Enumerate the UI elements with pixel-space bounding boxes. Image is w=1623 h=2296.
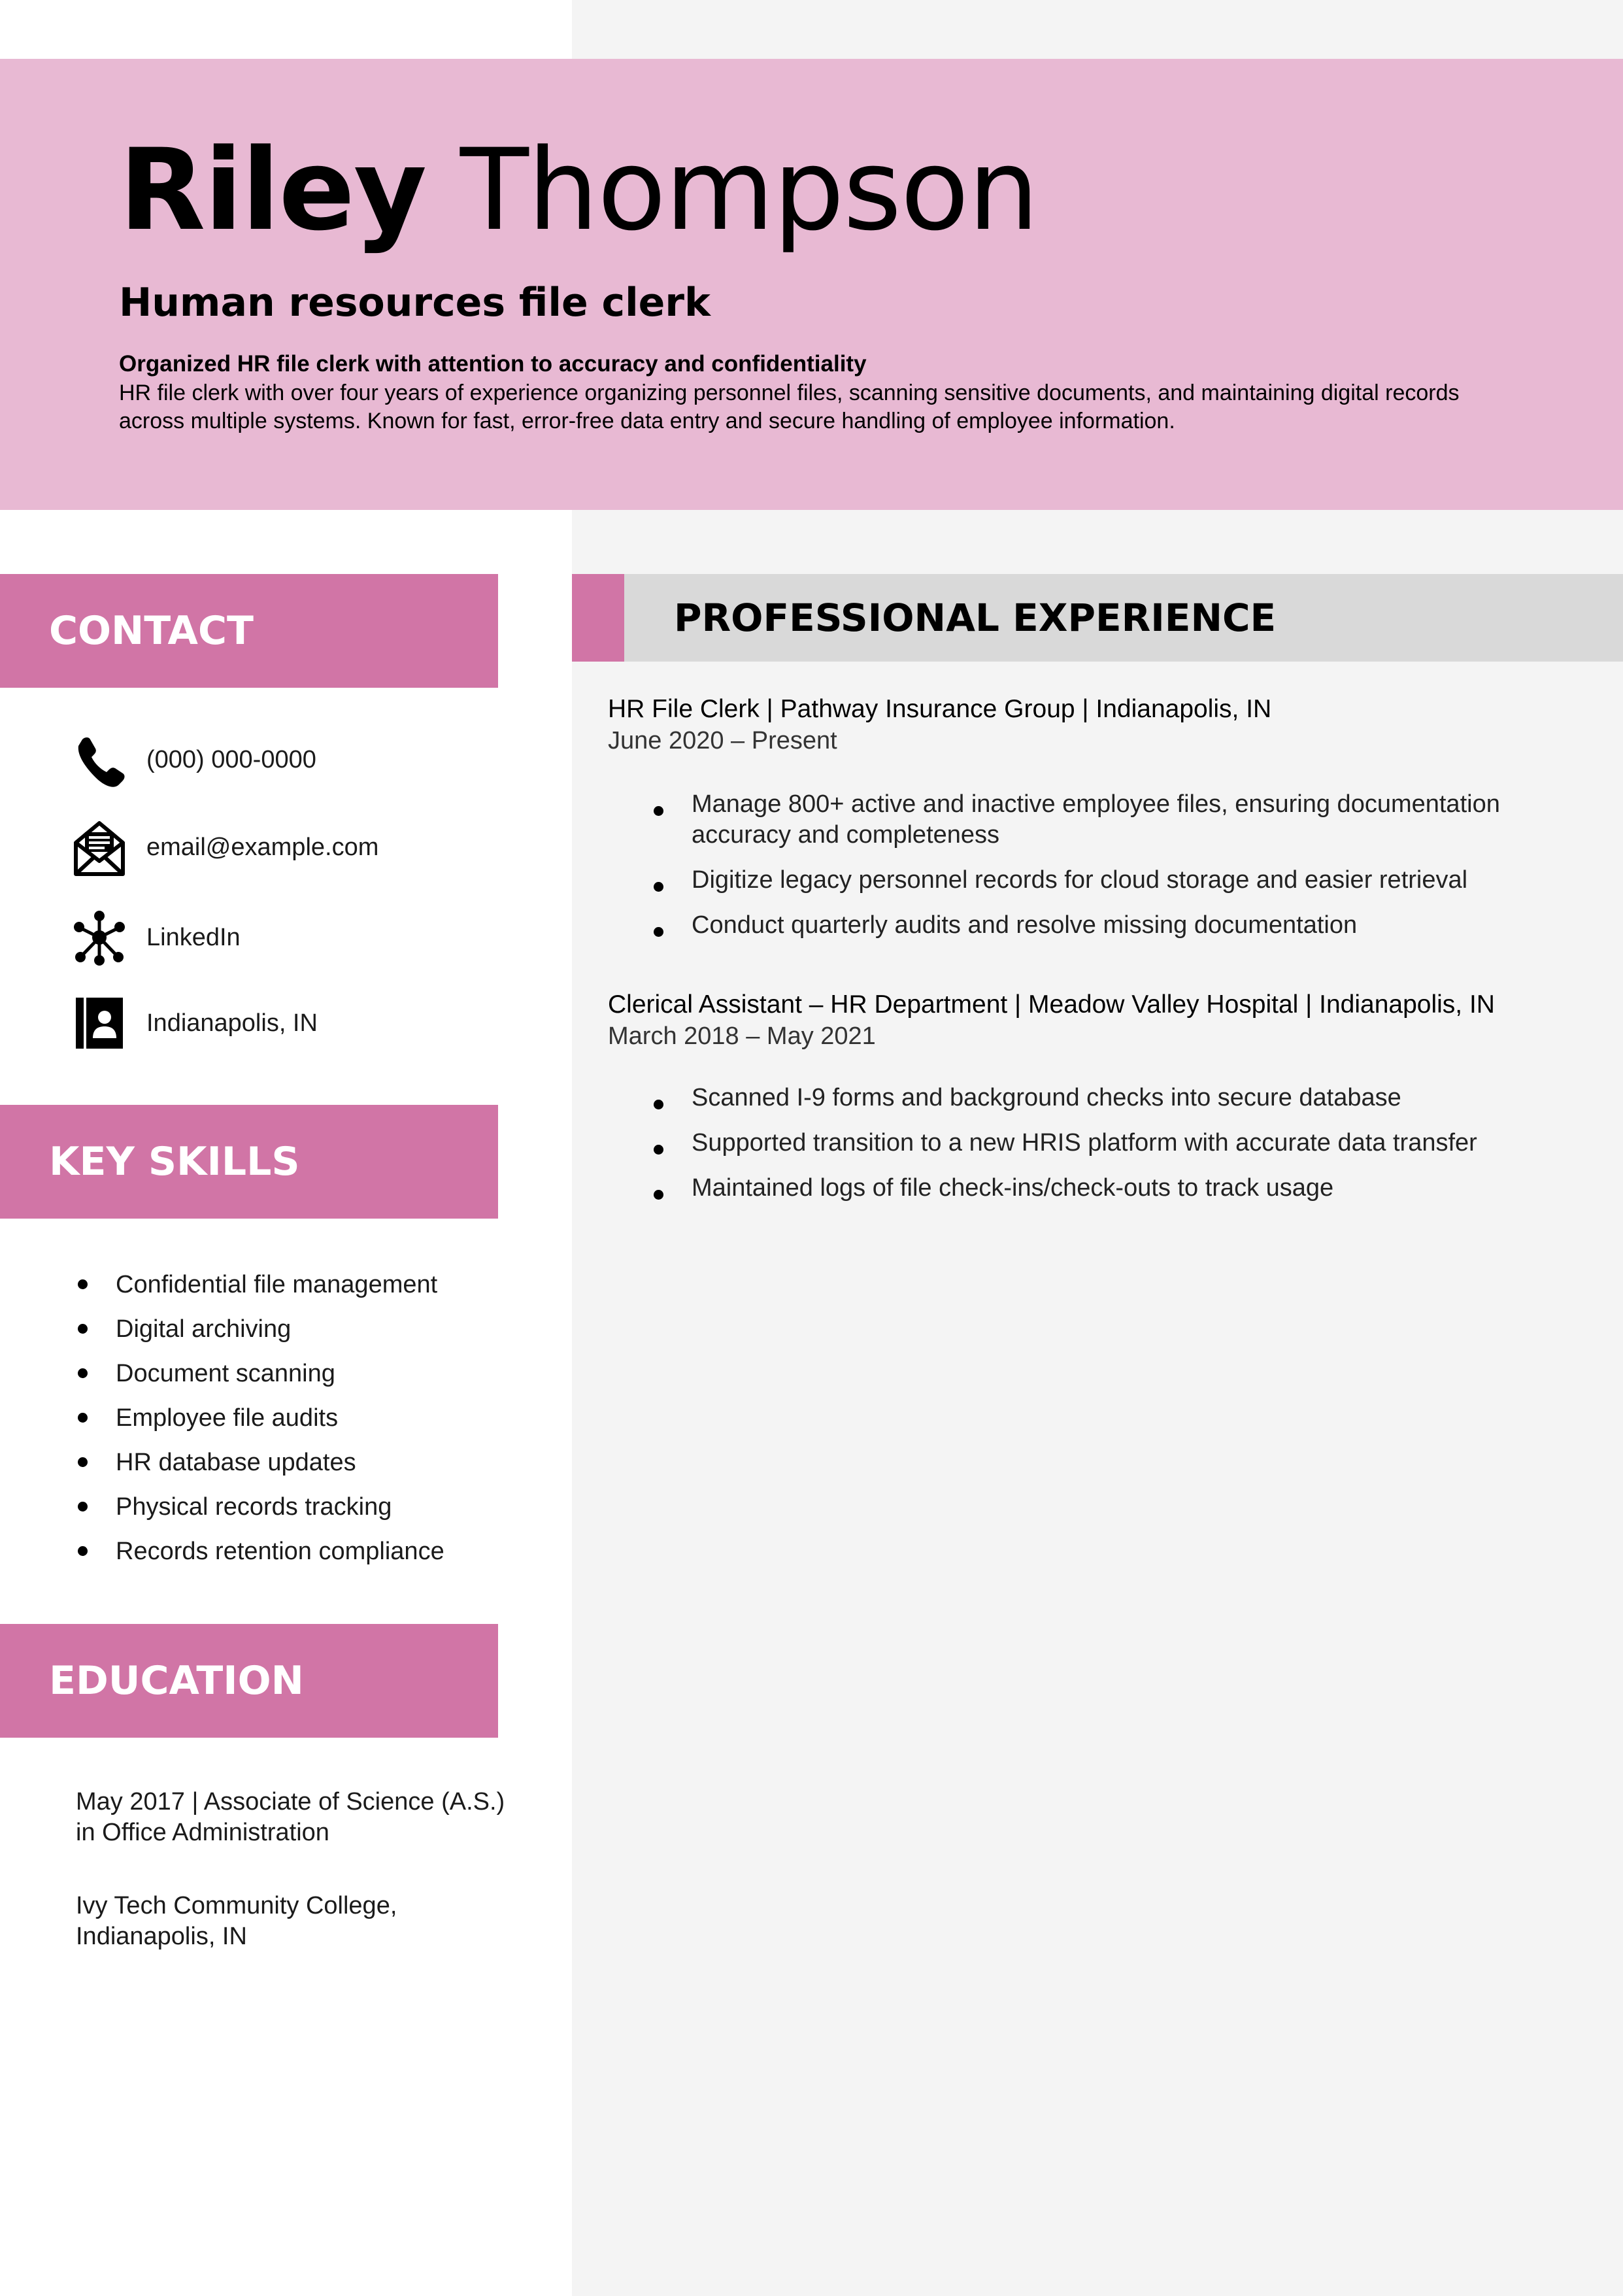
- list-item: Conduct quarterly audits and resolve missing documentation: [692, 910, 1587, 941]
- contact-email: [73, 818, 492, 877]
- list-item: Digitize legacy personnel records for cloud storage and easier retrieval: [692, 865, 1587, 896]
- list-item: Manage 800+ active and inactive employee files, ensuring documentation accuracy and completeness: [692, 789, 1587, 851]
- job-1-dates: June 2020 – Present: [608, 727, 837, 754]
- list-item: Document scanning: [116, 1351, 488, 1396]
- job-2-title: Clerical Assistant – HR Department | Meadow Valley Hospital | Indianapolis, IN: [608, 990, 1495, 1019]
- summary-title: Organized HR file clerk with attention to accuracy and confidentiality: [119, 351, 867, 377]
- education-degree: May 2017 | Associate of Science (A.S.) in Office Administration: [76, 1788, 505, 1846]
- list-item: Physical records tracking: [116, 1485, 488, 1529]
- list-item: Digital archiving: [116, 1307, 488, 1351]
- job-title: Human resources file clerk: [119, 280, 711, 326]
- job-1-responsibilities: [692, 789, 1587, 955]
- list-item: Maintained logs of file check-ins/check-outs to track usage: [692, 1173, 1587, 1204]
- contact-section-header: [0, 574, 498, 688]
- education-section-header: [0, 1624, 498, 1738]
- last-name: Thompson: [460, 124, 1038, 256]
- list-item: Employee file audits: [116, 1396, 488, 1440]
- location-text: Indianapolis, IN: [146, 1009, 318, 1037]
- job-2-dates: March 2018 – May 2021: [608, 1022, 876, 1050]
- contact-location: [73, 994, 492, 1053]
- list-item: Scanned I-9 forms and background checks into secure database: [692, 1083, 1587, 1113]
- skills-heading: KEY SKILLS: [49, 1139, 300, 1185]
- candidate-name: [119, 124, 1038, 256]
- network-icon: [73, 908, 125, 967]
- skills-list: [116, 1262, 488, 1574]
- skills-section-header: [0, 1105, 498, 1219]
- list-item: Records retention compliance: [116, 1529, 488, 1574]
- phone-text: (000) 000-0000: [146, 746, 316, 773]
- experience-section-header: [572, 574, 1623, 662]
- phone-icon: [73, 730, 125, 789]
- address-book-icon: [73, 994, 125, 1053]
- experience-accent-block: [572, 574, 624, 662]
- list-item: Confidential file management: [116, 1262, 488, 1307]
- contact-phone: [73, 730, 492, 789]
- list-item: Supported transition to a new HRIS platform with accurate data transfer: [692, 1128, 1587, 1158]
- email-text: email@example.com: [146, 834, 379, 861]
- envelope-icon: [73, 818, 125, 877]
- experience-heading: PROFESSIONAL EXPERIENCE: [674, 596, 1277, 640]
- list-item: HR database updates: [116, 1440, 488, 1485]
- education-heading: EDUCATION: [49, 1658, 304, 1704]
- job-2-responsibilities: [692, 1083, 1587, 1218]
- job-1-title: HR File Clerk | Pathway Insurance Group | Indianapolis, IN: [608, 695, 1272, 723]
- contact-linkedin: [73, 908, 492, 967]
- first-name: Riley: [119, 124, 426, 256]
- summary-text: HR file clerk with over four years of experience organizing personnel files, scanning sensitive documents, and maintaining digital records across multiple systems. Known for fast, error-free data entry and secure handling of employee information.: [119, 380, 1460, 433]
- education-school: Ivy Tech Community College, Indianapolis, IN: [76, 1892, 397, 1950]
- linkedin-text: LinkedIn: [146, 924, 241, 951]
- contact-heading: CONTACT: [49, 608, 254, 654]
